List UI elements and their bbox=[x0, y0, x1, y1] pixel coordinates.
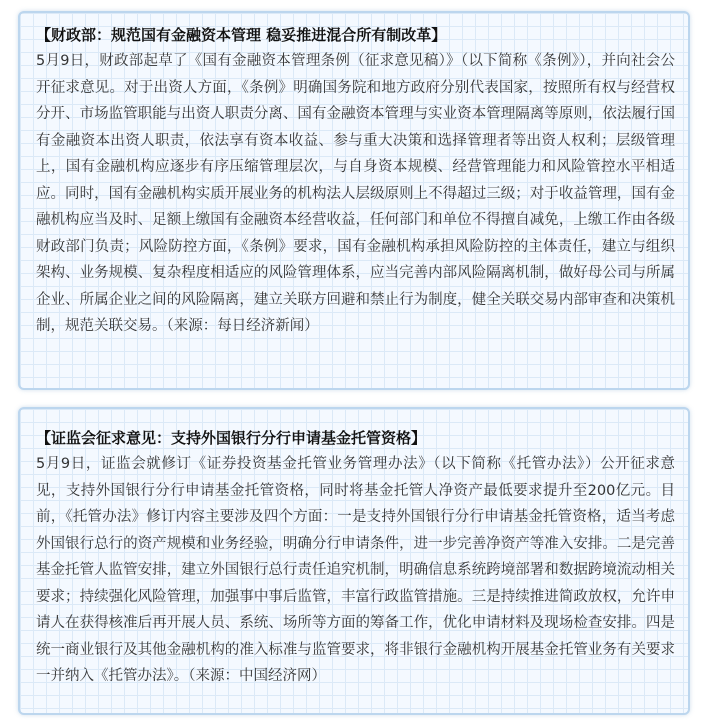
news-headline: 【证监会征求意见：支持外国银行分行申请基金托管资格】 bbox=[36, 429, 427, 447]
news-card-mof bbox=[18, 11, 690, 390]
news-body: 5月9日，证监会就修订《证券投资基金托管业务管理办法》（以下简称《托管办法》）公开征求意见，支持外国银行分行申请基金托管资格，同时将基金托管人净资产最低要求提升至200亿元。目前，《托管办法》修订内容主要涉及四个方面：一是支持外国银行分行申请基金托管资格，适当考虑外国银行总行的资产规模和业务经验，明确分行申请条件，进一步完善净资产等准入安排。二是完善基金托管人监管安排，建立外国银行总行责任追究机制，明确信息系统跨境部署和数据跨境流动相关要求；持续强化风险管理，加强事中事后监管，丰富行政监管措施。三是持续推进简政放权，允许申请人在获得核准后再开展人员、系统、场所等方面的筹备工作，优化申请材料及现场检查安排。四是统一商业银行及其他金融机构的准入标准与监管要求，将非银行金融机构开展基金托管业务有关要求一并纳入《托管办法》。（来源：中国经济网） bbox=[36, 456, 675, 684]
news-card-csrc bbox=[18, 407, 690, 715]
news-body: 5月9日，财政部起草了《国有金融资本管理条例（征求意见稿）》（以下简称《条例》），并向社会公开征求意见。对于出资人方面，《条例》明确国务院和地方政府分别代表国家，按照所有权与经营权分开、市场监管职能与出资人职责分离、国有金融资本管理与实业资本管理隔离等原则，依法履行国有金融资本出资人职责，依法享有资本收益、参与重大决策和选择管理者等出资人权利；层级管理上，国有金融机构应逐步有序压缩管理层次，与自身资本规模、经营管理能力和风险管控水平相适应。同时，国有金融机构实质开展业务的机构法人层级原则上不得超过三级；对于收益管理，国有金融机构应当及时、足额上缴国有金融资本经营收益，任何部门和单位不得擅自减免，上缴工作由各级财政部门负责；风险防控方面，《条例》要求，国有金融机构承担风险防控的主体责任，建立与组织架构、业务规模、复杂程度相适应的风险管理体系，应当完善内部风险隔离机制，做好母公司与所属企业、所属企业之间的风险隔离，建立关联方回避和禁止行为制度，健全关联交易内部审查和决策机制，规范关联交易。（来源：每日经济新闻） bbox=[36, 53, 675, 334]
news-headline: 【财政部：规范国有金融资本管理 稳妥推进混合所有制改革】 bbox=[36, 26, 447, 44]
